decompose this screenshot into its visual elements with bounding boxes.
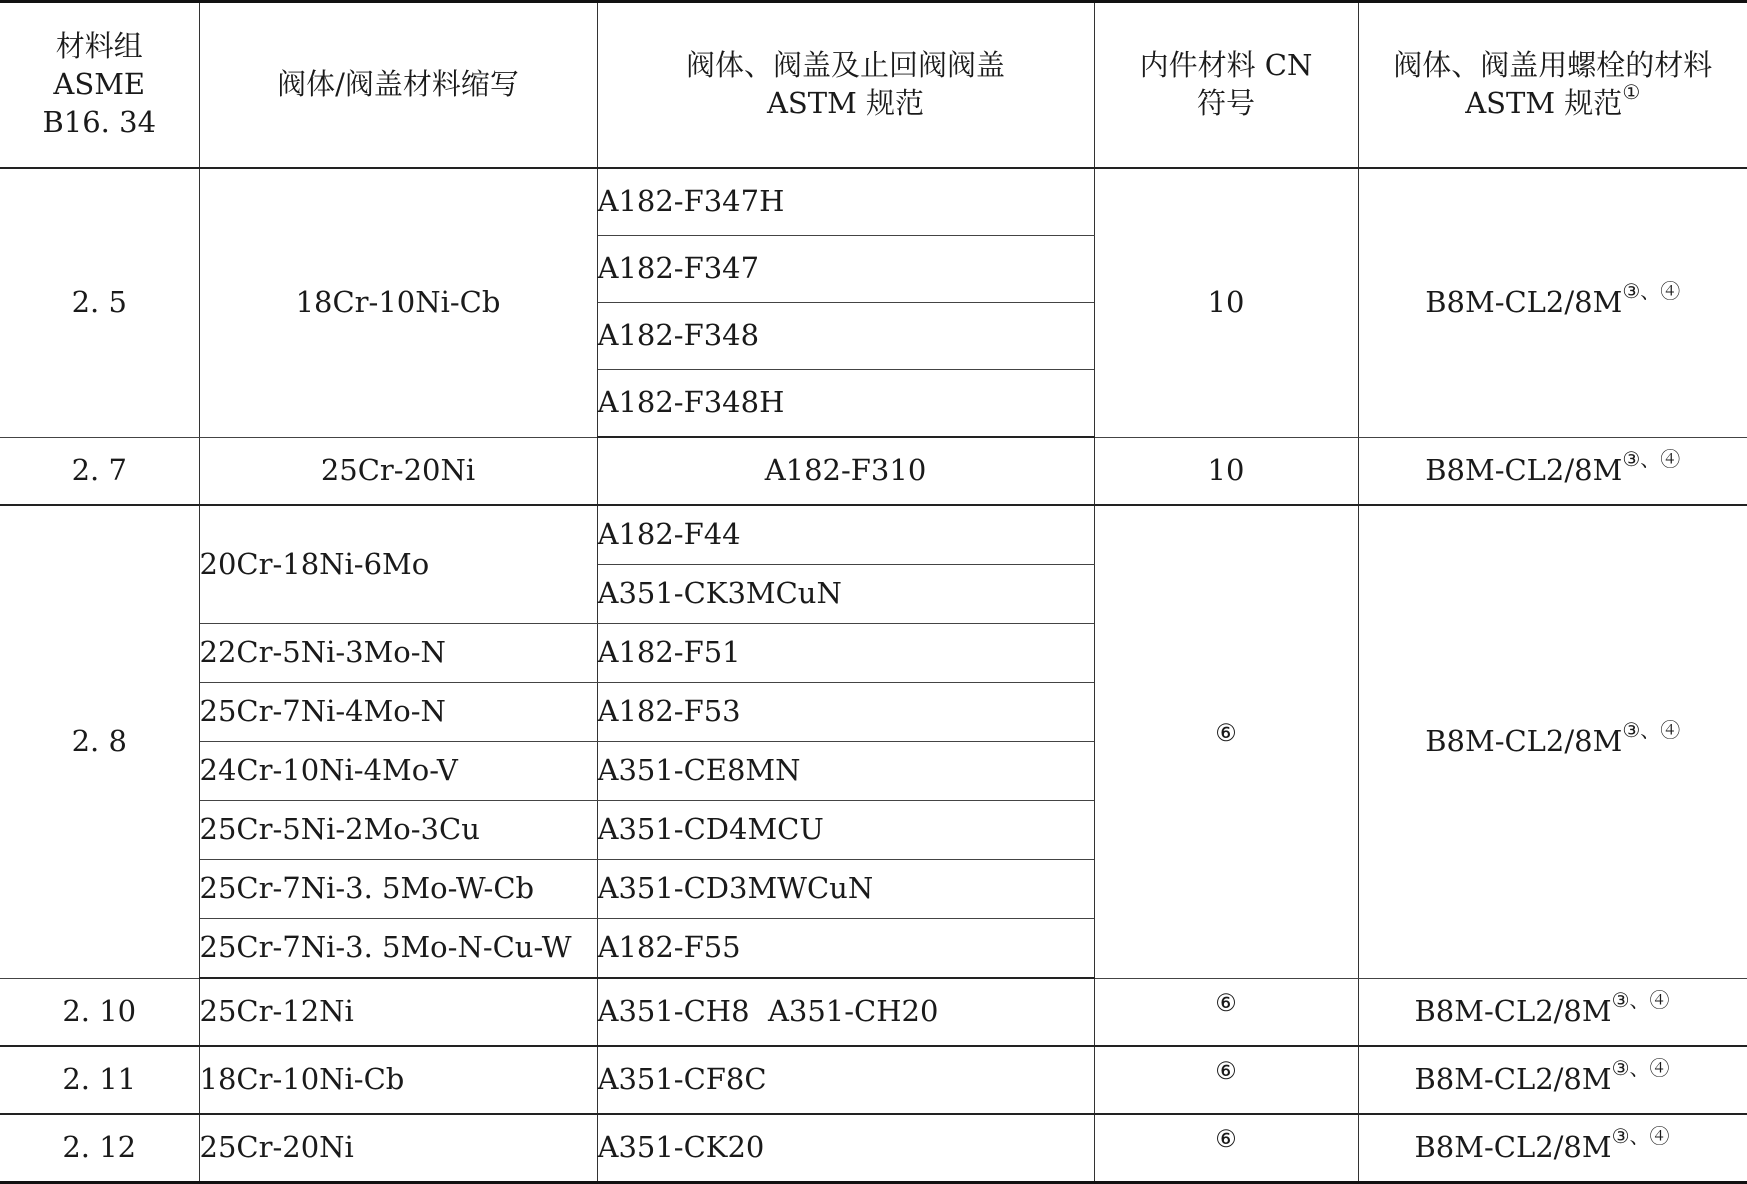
cn-symbol-cell: 10	[1094, 437, 1358, 505]
bolt-footnote: ③、④	[1622, 718, 1680, 742]
header-bolt-line-1: 阀体、阀盖用螺栓的材料	[1359, 47, 1747, 85]
group-cell: 2. 12	[0, 1114, 199, 1183]
cn-note-symbol: ⑥	[1215, 1125, 1237, 1153]
astm-spec-cell: A182-F348	[597, 303, 1094, 370]
bolt-spec-cell	[1358, 168, 1747, 437]
bolt-footnote: ③、④	[1612, 1124, 1670, 1148]
bolt-spec-text: B8M-CL2/8M	[1415, 994, 1612, 1028]
material-abbr-cell: 22Cr-5Ni-3Mo-N	[199, 624, 597, 683]
bolt-spec-text: B8M-CL2/8M	[1415, 1062, 1612, 1096]
bolt-spec-cell	[1358, 505, 1747, 978]
astm-spec-cell: A182-F55	[597, 919, 1094, 979]
header-bolt-spec	[1358, 2, 1747, 169]
material-abbr-cell: 18Cr-10Ni-Cb	[199, 168, 597, 437]
material-abbr-cell: 25Cr-20Ni	[199, 437, 597, 505]
header-astm-line-2: ASTM 规范	[598, 85, 1094, 123]
header-bolt-footnote: ①	[1622, 80, 1640, 104]
bolt-spec-text: B8M-CL2/8M	[1425, 453, 1622, 487]
group-cell: 2. 11	[0, 1046, 199, 1114]
astm-spec-cell: A351-CK20	[597, 1114, 1094, 1183]
header-material-abbreviation	[199, 2, 597, 169]
table-body	[0, 168, 1747, 1183]
table-row	[0, 168, 1747, 236]
bolt-footnote: ③、④	[1612, 1056, 1670, 1080]
cn-note-symbol: ⑥	[1215, 719, 1237, 747]
astm-spec-cell: A182-F348H	[597, 370, 1094, 438]
material-abbr-cell: 25Cr-7Ni-3. 5Mo-N-Cu-W	[199, 919, 597, 979]
table-row	[0, 1046, 1747, 1114]
header-bolt-line-2-text: ASTM 规范	[1465, 86, 1622, 120]
cn-symbol-cell	[1094, 1046, 1358, 1114]
table-row	[0, 978, 1747, 1046]
material-abbr-cell: 25Cr-7Ni-4Mo-N	[199, 683, 597, 742]
group-cell: 2. 10	[0, 978, 199, 1046]
material-abbr-cell: 18Cr-10Ni-Cb	[199, 1046, 597, 1114]
astm-spec-cell: A182-F51	[597, 624, 1094, 683]
header-trim-cn	[1094, 2, 1358, 169]
table-header	[0, 2, 1747, 169]
bolt-spec-cell	[1358, 978, 1747, 1046]
table-row	[0, 1114, 1747, 1183]
header-material-group	[0, 2, 199, 169]
bolt-spec-text: B8M-CL2/8M	[1425, 285, 1622, 319]
material-abbr-cell: 24Cr-10Ni-4Mo-V	[199, 742, 597, 801]
header-group-line-3: B16. 34	[0, 104, 199, 142]
astm-spec-cell: A182-F44	[597, 505, 1094, 565]
cn-symbol-cell	[1094, 505, 1358, 978]
header-astm-spec	[597, 2, 1094, 169]
cn-symbol-cell	[1094, 978, 1358, 1046]
material-abbr-cell: 25Cr-5Ni-2Mo-3Cu	[199, 801, 597, 860]
header-astm-line-1: 阀体、阀盖及止回阀阀盖	[598, 47, 1094, 85]
group-cell: 2. 7	[0, 437, 199, 505]
astm-spec-cell: A182-F310	[597, 437, 1094, 505]
header-bolt-line-2	[1359, 85, 1747, 123]
header-row	[0, 2, 1747, 169]
astm-spec-cell: A351-CK3MCuN	[597, 565, 1094, 624]
material-abbr-cell: 25Cr-20Ni	[199, 1114, 597, 1183]
material-abbr-cell: 20Cr-18Ni-6Mo	[199, 505, 597, 624]
astm-spec-cell: A351-CF8C	[597, 1046, 1094, 1114]
group-cell: 2. 8	[0, 505, 199, 978]
header-cn-line-1: 内件材料 CN	[1095, 47, 1358, 85]
bolt-footnote: ③、④	[1612, 988, 1670, 1012]
header-group-line-1: 材料组	[0, 28, 199, 66]
bolt-spec-text: B8M-CL2/8M	[1415, 1130, 1612, 1164]
astm-spec-cell: A351-CD3MWCuN	[597, 860, 1094, 919]
cn-note-symbol: ⑥	[1215, 989, 1237, 1017]
material-abbr-cell: 25Cr-12Ni	[199, 978, 597, 1046]
astm-spec-cell: A351-CH8 A351-CH20	[597, 978, 1094, 1046]
astm-spec-cell: A351-CE8MN	[597, 742, 1094, 801]
group-cell: 2. 5	[0, 168, 199, 437]
material-abbr-cell: 25Cr-7Ni-3. 5Mo-W-Cb	[199, 860, 597, 919]
header-abbr-text: 阀体/阀盖材料缩写	[200, 66, 597, 104]
bolt-spec-cell	[1358, 437, 1747, 505]
cn-symbol-cell: 10	[1094, 168, 1358, 437]
table-row	[0, 505, 1747, 565]
astm-spec-cell: A182-F347	[597, 236, 1094, 303]
table-row	[0, 437, 1747, 505]
bolt-footnote: ③、④	[1622, 279, 1680, 303]
astm-spec-cell: A182-F347H	[597, 168, 1094, 236]
bolt-footnote: ③、④	[1622, 447, 1680, 471]
cn-note-symbol: ⑥	[1215, 1057, 1237, 1085]
astm-spec-cell: A351-CD4MCU	[597, 801, 1094, 860]
bolt-spec-cell	[1358, 1114, 1747, 1183]
astm-spec-cell: A182-F53	[597, 683, 1094, 742]
bolt-spec-cell	[1358, 1046, 1747, 1114]
cn-symbol-cell	[1094, 1114, 1358, 1183]
header-group-line-2: ASME	[0, 66, 199, 104]
bolt-spec-text: B8M-CL2/8M	[1425, 724, 1622, 758]
header-cn-line-2: 符号	[1095, 85, 1358, 123]
